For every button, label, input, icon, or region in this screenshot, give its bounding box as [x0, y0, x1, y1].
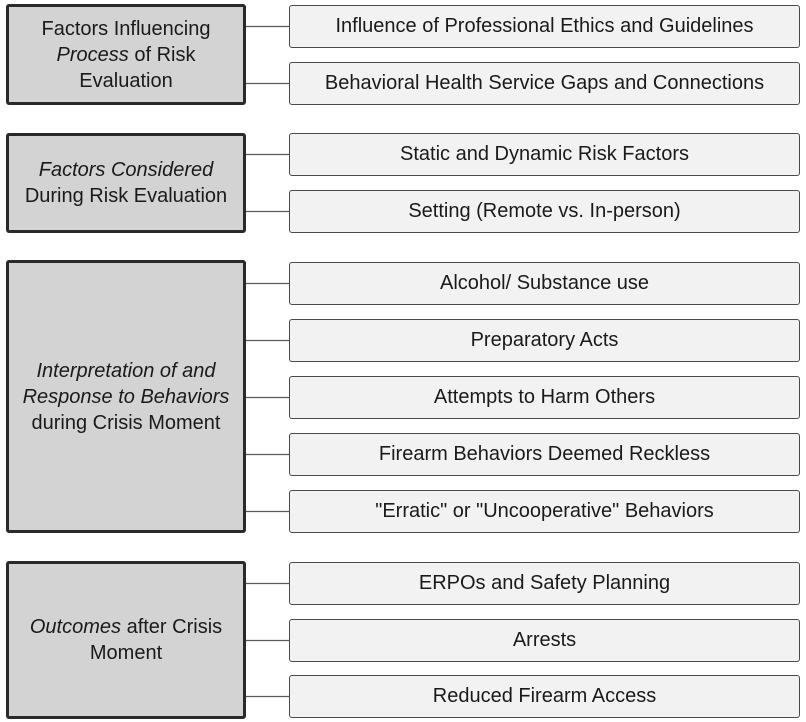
subcategory-box [289, 5, 800, 48]
subcategory-label: Firearm Behaviors Deemed Reckless [378, 443, 711, 465]
category-box [6, 561, 246, 719]
subcategory-label: Static and Dynamic Risk Factors [400, 143, 689, 165]
category-label-text: of Risk Evaluation [79, 43, 196, 92]
subcategory-label: "Erratic" or "Uncooperative" Behaviors [375, 500, 714, 522]
category-box [6, 260, 246, 533]
subcategory-box [289, 262, 800, 305]
subcategory-label: Alcohol/ Substance use [439, 272, 650, 294]
subcategory-label: Reduced Firearm Access [432, 685, 657, 707]
subcategory-box [289, 190, 800, 233]
subcategory-label: Influence of Professional Ethics and Guidelines [335, 15, 754, 37]
category-label [15, 614, 237, 666]
subcategory-box [289, 562, 800, 605]
category-label [15, 358, 237, 436]
subcategory-label: ERPOs and Safety Planning [418, 572, 671, 594]
subcategory-label: Attempts to Harm Others [433, 386, 656, 408]
category-label-italic: Process [56, 43, 129, 66]
category-box [6, 4, 246, 105]
subcategory-box [289, 319, 800, 362]
category-label-italic: Factors Considered [38, 159, 214, 181]
category-label [15, 157, 237, 209]
subcategory-label: Arrests [512, 629, 577, 651]
category-label-text: During Risk Evaluation [24, 185, 228, 207]
category-label-text: after Crisis Moment [89, 616, 223, 664]
category-label-text: during Crisis Moment [31, 411, 221, 434]
subcategory-box [289, 675, 800, 718]
category-box [6, 133, 246, 233]
subcategory-box [289, 133, 800, 176]
subcategory-label: Setting (Remote vs. In-person) [408, 200, 681, 222]
subcategory-box [289, 490, 800, 533]
category-label-italic: Outcomes [29, 616, 122, 638]
subcategory-box [289, 62, 800, 105]
subcategory-box [289, 433, 800, 476]
category-label-italic: Interpretation of and Response to Behaviors [22, 359, 230, 408]
subcategory-label: Behavioral Health Service Gaps and Connections [324, 72, 765, 94]
subcategory-label: Preparatory Acts [470, 329, 619, 351]
subcategory-box [289, 619, 800, 662]
category-label-text: Factors Influencing [41, 17, 211, 40]
category-label [15, 16, 237, 94]
subcategory-box [289, 376, 800, 419]
